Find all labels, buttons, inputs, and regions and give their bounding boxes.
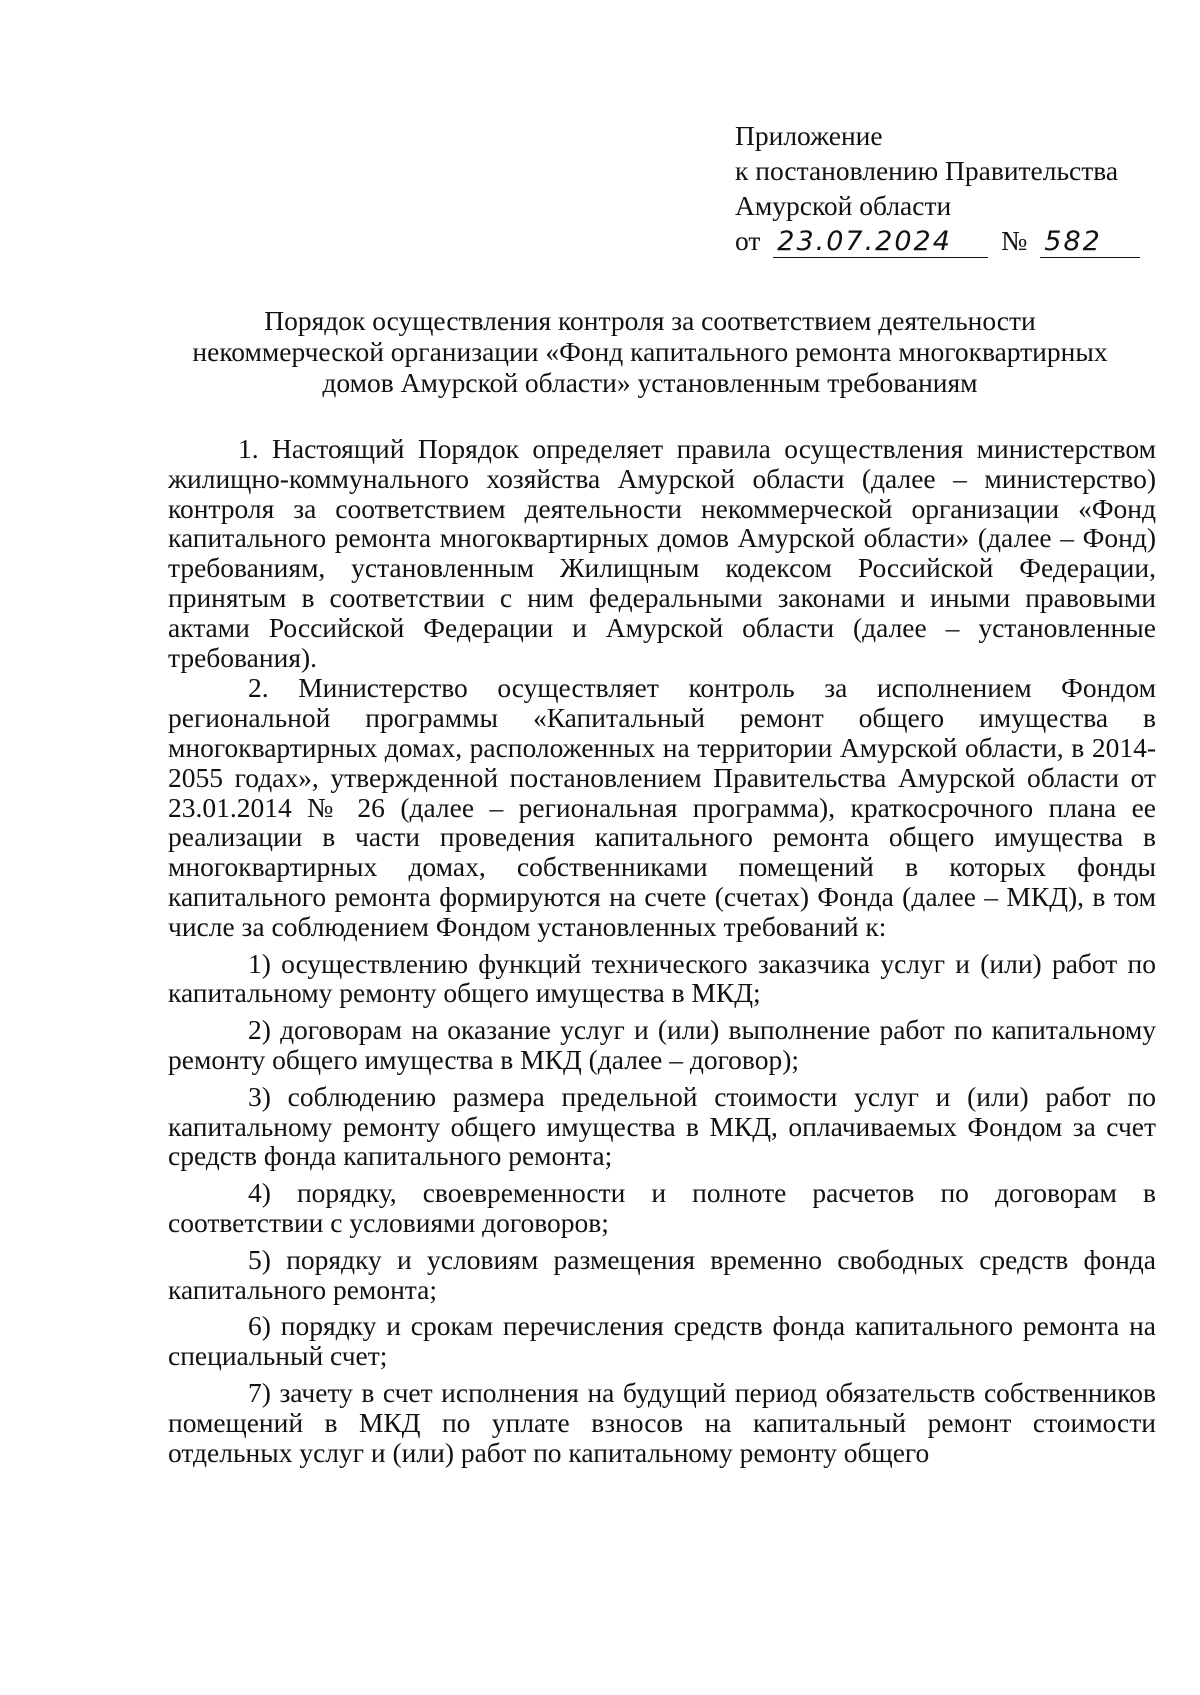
appendix-line-3: Амурской области xyxy=(735,190,952,221)
list-item-7: 7) зачету в счет исполнения на будущий период обязательств собственников помещений в МКД по уплате взносов на капитальный ремонт стоимости отдельных услуг и (или) работ по капитальному ремонту общего xyxy=(168,1376,1156,1468)
list-item-2: 2) договорам на оказание услуг и (или) выполнение работ по капитальному ремонту общего имущества в МКД (далее – договор); xyxy=(168,1014,1156,1075)
list-item-6: 6) порядку и срокам перечисления средств фонда капитального ремонта на специальный счет; xyxy=(168,1310,1156,1372)
title-line-3: домов Амурской области» установленным требованиям xyxy=(322,367,978,398)
document-title xyxy=(170,305,1130,398)
paragraph-2: 2. Министерство осуществляет контроль за исполнением Фондом региональной программы «Капитальный ремонт общего имущества в многоквартирных домах, расположенных на территории Амурской области, в 2014-2055 годах», утвержденной постановлением Правительства Амурской области от 23.01.2014 № 26 (далее – региональная программа), краткосрочного плана ее реализации в части проведения капитального ремонта общего имущества в многоквартирных домах, собственниками помещений в которых фонды капитального ремонта формируются на счете (счетах) Фонда (далее – МКД), в том числе за соблюдением Фондом установленных требований к: xyxy=(168,672,1156,942)
list-item-1: 1) осуществлению функций технического заказчика услуг и (или) работ по капитальному ремонту общего имущества в МКД; xyxy=(168,947,1156,1009)
document-body xyxy=(168,434,1156,1467)
appendix-line-1: Приложение xyxy=(735,120,883,151)
appendix-line-2: к постановлению Правительства xyxy=(735,155,1119,186)
list-item-4: 4) порядку, своевременности и полноте расчетов по договорам в соответствии с условиями договоров; xyxy=(168,1177,1156,1238)
title-line-1: Порядок осуществления контроля за соответствием деятельности xyxy=(264,305,1036,336)
number-sign: № xyxy=(1001,225,1028,256)
list-item-5: 5) порядку и условиям размещения временно свободных средств фонда капитального ремонта; xyxy=(168,1243,1156,1305)
date-prefix: от xyxy=(735,225,761,256)
title-line-2: некоммерческой организации «Фонд капитального ремонта многоквартирных xyxy=(192,336,1108,367)
list-item-3: 3) соблюдению размера предельной стоимости услуг и (или) работ по капитальному ремонту общего имущества в МКД, оплачиваемых Фондом за счет средств фонда капитального ремонта; xyxy=(168,1080,1156,1172)
paragraph-1: 1. Настоящий Порядок определяет правила осуществления министерством жилищно-коммунального хозяйства Амурской области (далее – министерство) контроля за соответствием деятельности некоммерческой организации «Фонд капитального ремонта многоквартирных домов Амурской области» (далее – Фонд) требованиям, установленным Жилищным кодексом Российской Федерации, принятым в соответствии с ним федеральными законами и иными правовыми актами Российской Федерации и Амурской области (далее – установленные требования). xyxy=(168,433,1156,673)
appendix-date-line xyxy=(735,223,1155,258)
handwritten-number: 582 xyxy=(1040,227,1140,258)
handwritten-date: 23.07.2024 xyxy=(773,227,988,258)
appendix-block xyxy=(735,118,1155,258)
